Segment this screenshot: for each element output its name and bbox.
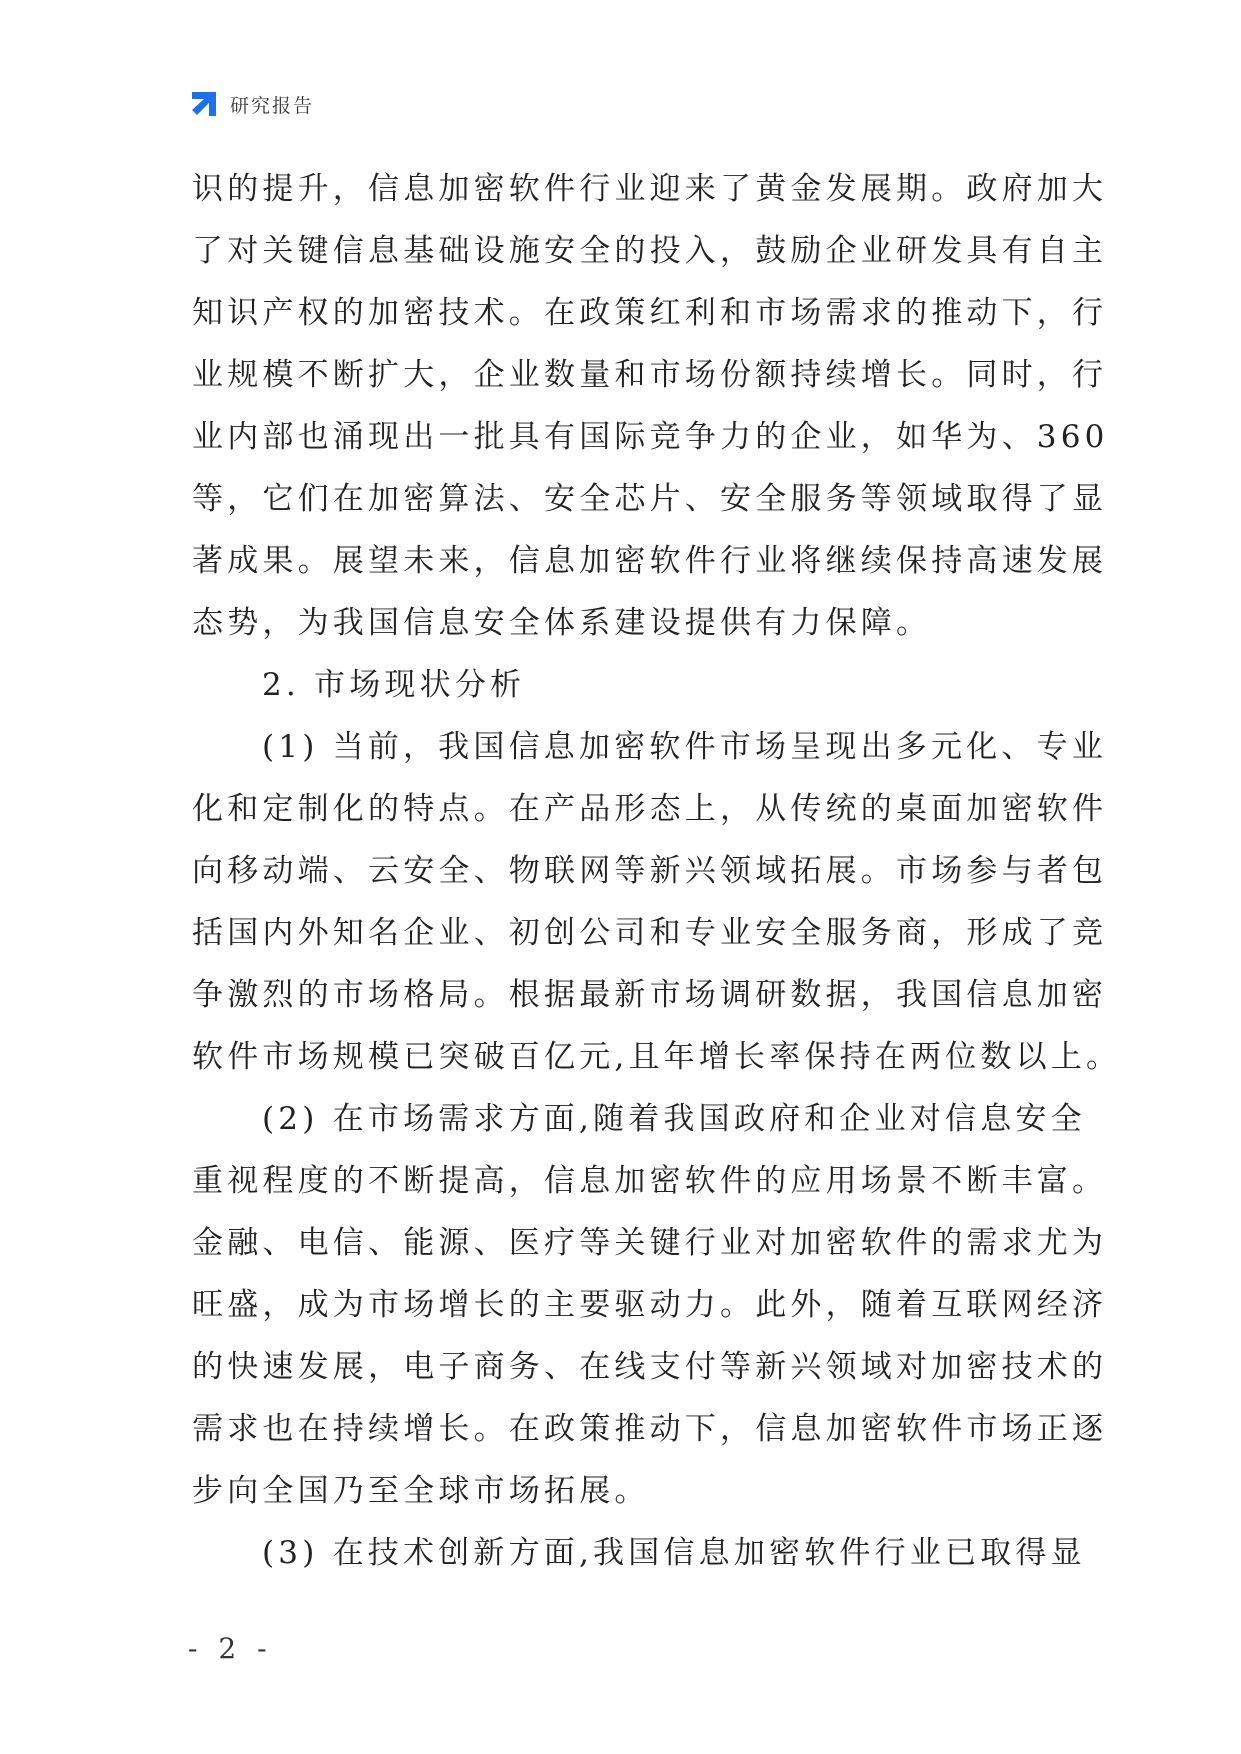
text-line: 旺盛，成为市场增长的主要驱动力。此外，随着互联网经济 bbox=[192, 1287, 1108, 1323]
section-heading: 2. 市场现状分析 bbox=[262, 667, 526, 703]
header-title: 研究报告 bbox=[230, 94, 315, 117]
text-line: 识的提升，信息加密软件行业迎来了黄金发展期。政府加大 bbox=[192, 171, 1108, 207]
text-line: 争激烈的市场格局。根据最新市场调研数据，我国信息加密 bbox=[192, 977, 1108, 1013]
text-line: 业规模不断扩大，企业数量和市场份额持续增长。同时，行 bbox=[192, 357, 1108, 393]
text-line: 态势，为我国信息安全体系建设提供有力保障。 bbox=[192, 605, 932, 641]
paragraph-start: (2) 在市场需求方面,随着我国政府和企业对信息安全 bbox=[262, 1101, 1086, 1137]
document-body bbox=[192, 158, 1122, 1584]
page-header bbox=[188, 86, 314, 122]
text-line: 步向全国乃至全球市场拓展。 bbox=[192, 1473, 650, 1509]
text-line: 等，它们在加密算法、安全芯片、安全服务等领域取得了显 bbox=[192, 481, 1108, 517]
text-line: 的快速发展，电子商务、在线支付等新兴领域对加密技术的 bbox=[192, 1349, 1108, 1385]
text-line: 软件市场规模已突破百亿元,且年增长率保持在两位数以上。 bbox=[192, 1039, 1122, 1075]
page-number: - 2 - bbox=[188, 1632, 273, 1665]
text-line: 金融、电信、能源、医疗等关键行业对加密软件的需求尤为 bbox=[192, 1225, 1108, 1261]
text-line: 化和定制化的特点。在产品形态上，从传统的桌面加密软件 bbox=[192, 791, 1108, 827]
text-line: 业内部也涌现出一批具有国际竞争力的企业，如华为、360 bbox=[192, 419, 1109, 455]
text-line: 著成果。展望未来，信息加密软件行业将继续保持高速发展 bbox=[192, 543, 1108, 579]
text-line: 需求也在持续增长。在政策推动下，信息加密软件市场正逐 bbox=[192, 1411, 1108, 1447]
text-line: 重视程度的不断提高，信息加密软件的应用场景不断丰富。 bbox=[192, 1163, 1108, 1199]
text-line: 括国内外知名企业、初创公司和专业安全服务商，形成了竞 bbox=[192, 915, 1108, 951]
paragraph-start: (3) 在技术创新方面,我国信息加密软件行业已取得显 bbox=[262, 1535, 1086, 1571]
text-line: 知识产权的加密技术。在政策红利和市场需求的推动下，行 bbox=[192, 295, 1108, 331]
paragraph-start: (1) 当前，我国信息加密软件市场呈现出多元化、专业 bbox=[262, 729, 1107, 765]
text-line: 了对关键信息基础设施安全的投入，鼓励企业研发具有自主 bbox=[192, 233, 1108, 269]
arrow-up-right-icon bbox=[188, 88, 220, 120]
text-line: 向移动端、云安全、物联网等新兴领域拓展。市场参与者包 bbox=[192, 853, 1108, 889]
